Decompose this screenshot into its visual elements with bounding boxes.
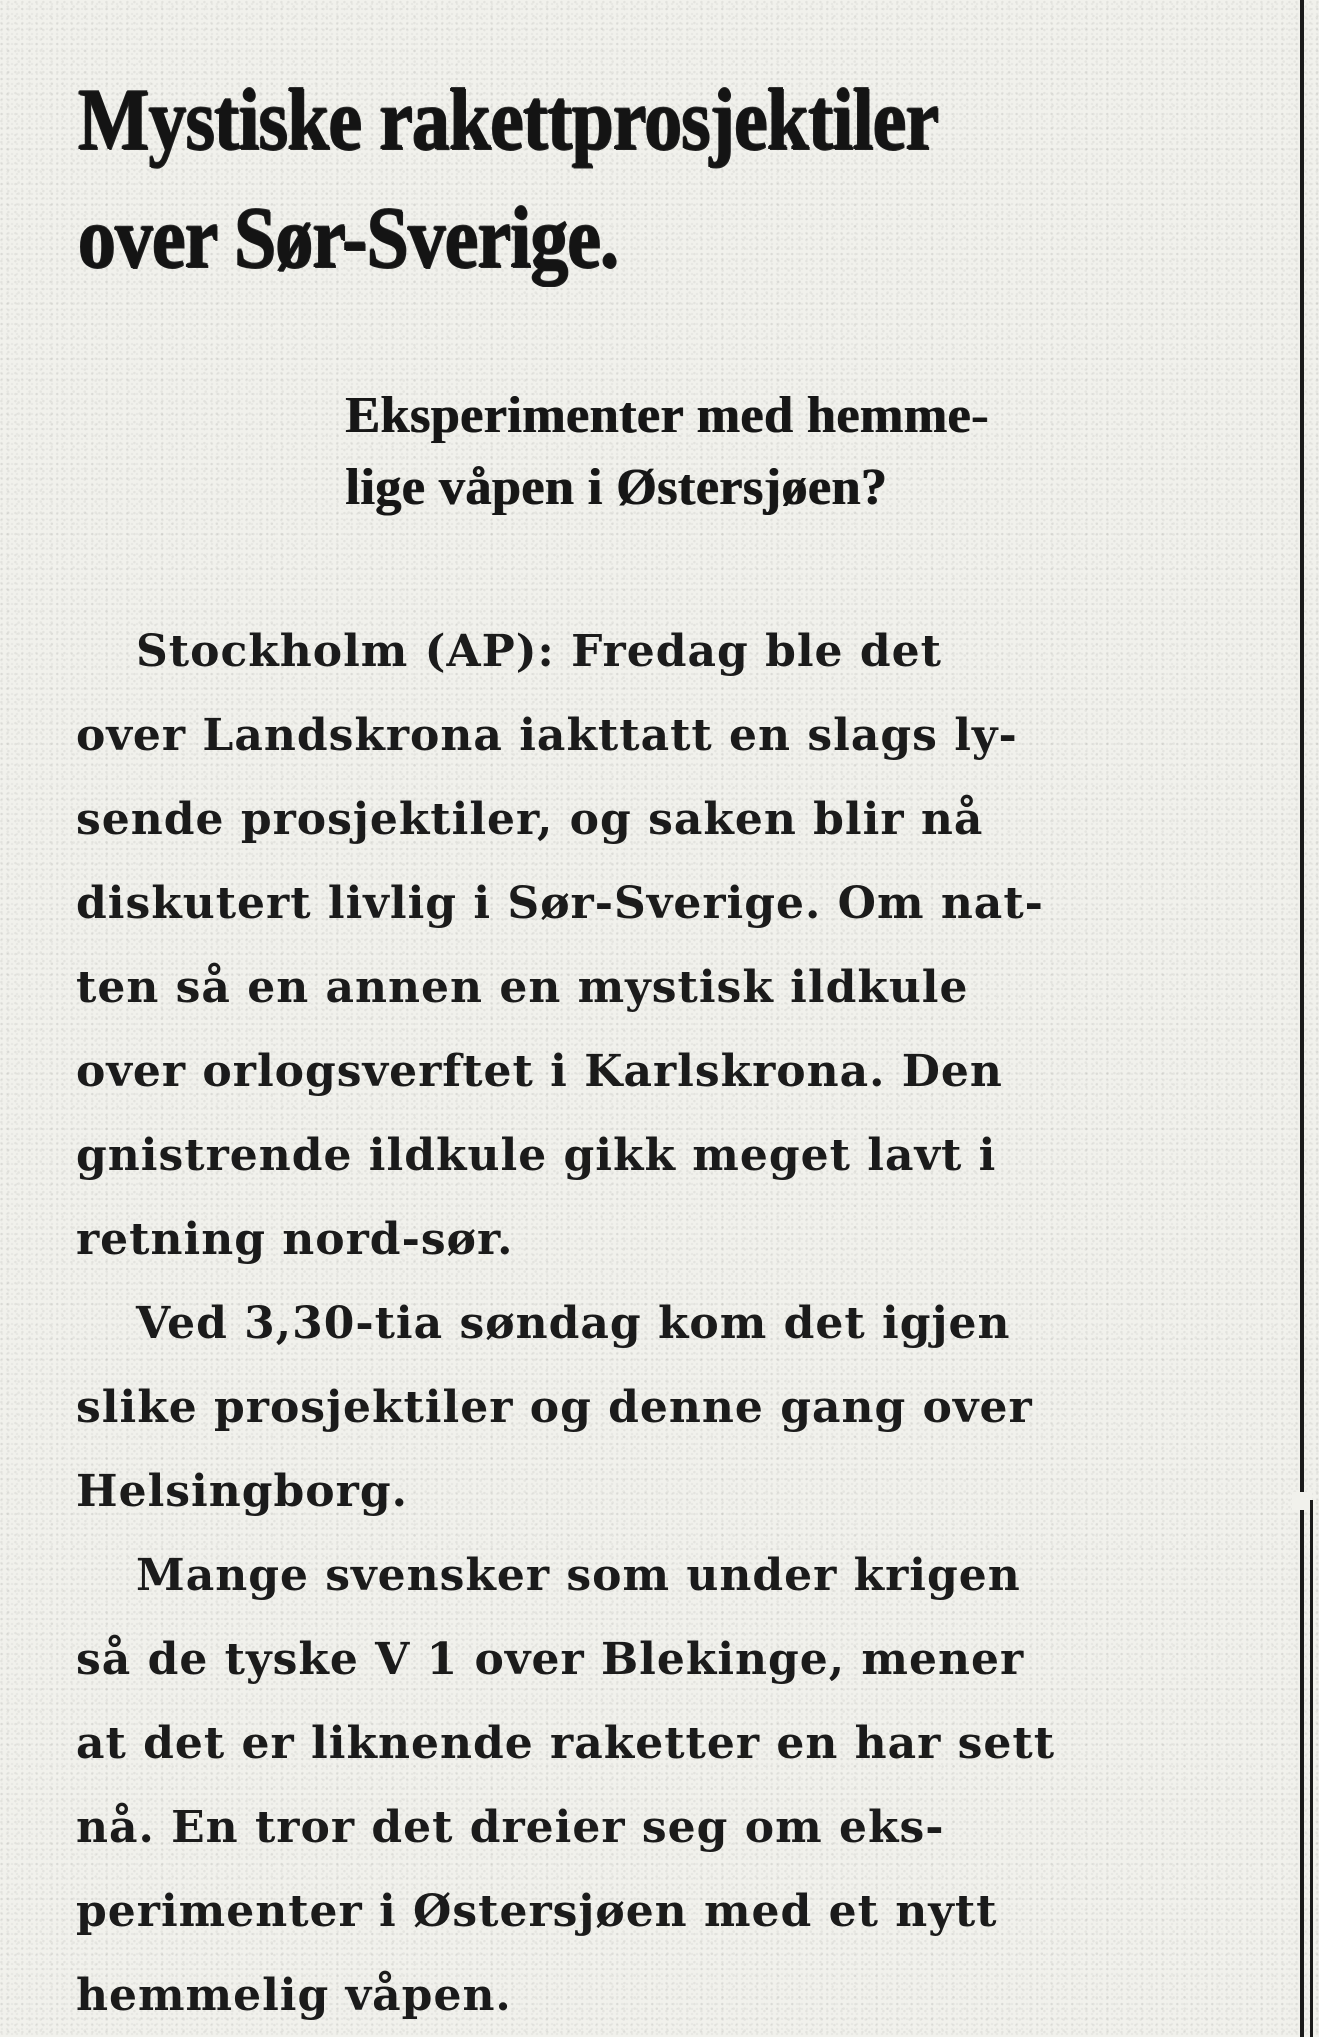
subheadline: Eksperimenter med hemme- lige våpen i Østersjøen? bbox=[345, 387, 989, 516]
paragraph-2: Ved 3,30-tia søndag kom det igjen slike prosjektiler og denne gang over Helsingborg. bbox=[76, 1298, 1033, 1517]
column-rule-lower bbox=[1310, 1500, 1313, 2037]
column-rule-gap bbox=[1292, 1492, 1312, 1510]
headline: Mystiske rakettprosjektiler over Sør-Sverige. bbox=[78, 72, 939, 287]
paragraph-3: Mange svensker som under krigen så de tyske V 1 over Blekinge, mener at det er liknende raketter en har sett nå. En tror det dreier seg om eks- perimenter i Østersjøen med et nytt hemmelig våpen. bbox=[76, 1550, 1056, 2021]
paragraph-1: Stockholm (AP): Fredag ble det over Landskrona iakttatt en slags ly- sende prosjektiler, og saken blir nå diskutert livlig i Sør-Sverige. Om nat- ten så en annen en mystisk ildkule over orlogsverftet i Karlskrona. Den gnistrende ildkule gikk meget lavt i retning nord-sør. bbox=[76, 626, 1044, 1265]
column-rule bbox=[1300, 0, 1304, 2037]
article-body bbox=[76, 610, 1266, 2037]
